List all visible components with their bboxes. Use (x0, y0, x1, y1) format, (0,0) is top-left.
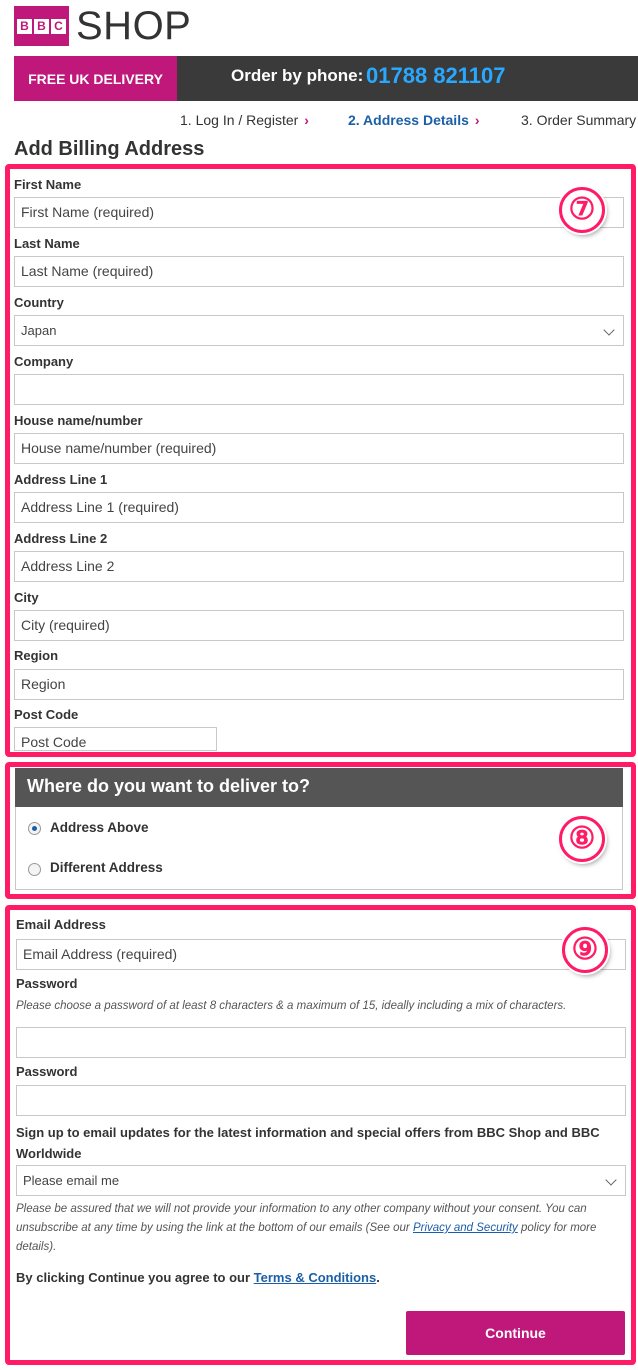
phone-number: 01788 821107 (366, 63, 506, 88)
logo-letter: B (34, 19, 49, 34)
privacy-text: policy for more (517, 1222, 597, 1234)
password-confirm-input[interactable] (16, 1085, 626, 1116)
email-preference-select[interactable] (16, 1165, 626, 1196)
email-label: Email Address (16, 917, 106, 932)
post-code-label: Post Code (14, 707, 79, 722)
privacy-text: unsubscribe at any time by using the link at the bottom of our emails (See our (16, 1222, 413, 1234)
step-address-label: 2. Address Details (348, 112, 469, 128)
privacy-notice (16, 1200, 596, 1257)
privacy-line: Please be assured that we will not provide your information to any other company without your consent. You can (16, 1203, 587, 1215)
privacy-line: details). (16, 1241, 57, 1253)
terms-link[interactable]: Terms & Conditions (253, 1270, 377, 1285)
password-confirm-label: Password (16, 1064, 78, 1079)
terms-agreement (16, 1270, 380, 1285)
first-name-label: First Name (14, 177, 82, 192)
last-name-label: Last Name (14, 236, 80, 251)
free-delivery-badge: FREE UK DELIVERY (14, 56, 177, 101)
step-summary-label: 3. Order Summary (521, 112, 637, 128)
delivery-heading: Where do you want to deliver to? (15, 768, 623, 807)
chevron-right-icon: › (474, 112, 480, 128)
step-summary (521, 112, 636, 128)
email-signup-text (16, 1122, 600, 1164)
address-above-label[interactable]: Address Above (50, 820, 149, 835)
region-label: Region (14, 648, 59, 663)
city-label: City (14, 590, 39, 605)
shop-wordmark: SHOP (76, 4, 192, 48)
house-input[interactable]: House name/number (required) (14, 433, 624, 464)
password-input[interactable] (16, 1027, 626, 1058)
address-line-2-label: Address Line 2 (14, 531, 108, 546)
address-line-1-input[interactable]: Address Line 1 (required) (14, 492, 624, 523)
bbc-logo[interactable] (14, 6, 69, 46)
password-label: Password (16, 976, 78, 991)
email-signup-line: Worldwide (16, 1146, 82, 1161)
different-address-radio[interactable] (28, 863, 41, 876)
address-line-2-input[interactable]: Address Line 2 (14, 551, 624, 582)
step-address (348, 112, 480, 128)
logo-letter: C (51, 19, 66, 34)
first-name-input[interactable]: First Name (required) (14, 197, 624, 228)
email-input[interactable]: Email Address (required) (16, 939, 626, 970)
agree-text: By clicking Continue you agree to our (16, 1270, 254, 1285)
privacy-line (16, 1219, 596, 1238)
email-preference-value: Please email me (23, 1173, 120, 1188)
country-select[interactable] (14, 315, 624, 346)
city-input[interactable]: City (required) (14, 610, 624, 641)
privacy-security-link[interactable]: Privacy and Security (412, 1222, 518, 1234)
email-signup-line: Sign up to email updates for the latest information and special offers from BBC Shop and BBC (16, 1125, 600, 1140)
last-name-input[interactable]: Last Name (required) (14, 256, 624, 287)
different-address-label[interactable]: Different Address (50, 860, 163, 875)
step-badge-9: ⑨ (562, 927, 608, 973)
region-input[interactable]: Region (14, 669, 624, 700)
step-badge-8: ⑧ (559, 816, 605, 862)
chevron-down-icon (605, 1174, 616, 1185)
logo-letter: B (17, 19, 32, 34)
company-label: Company (14, 354, 74, 369)
agree-text: . (376, 1270, 380, 1285)
step-badge-7: ⑦ (559, 187, 605, 233)
chevron-right-icon: › (304, 112, 309, 128)
chevron-down-icon (603, 324, 614, 335)
password-hint: Please choose a password of at least 8 characters & a maximum of 15, ideally including a mix of characters. (16, 1000, 567, 1012)
country-label: Country (14, 295, 64, 310)
page-title: Add Billing Address (14, 138, 205, 160)
order-by-phone-label: Order by phone: (231, 66, 364, 85)
address-above-radio[interactable] (28, 822, 41, 835)
step-login-label: 1. Log In / Register (180, 112, 299, 128)
country-value: Japan (21, 323, 57, 338)
company-input[interactable] (14, 374, 624, 405)
post-code-input[interactable]: Post Code (14, 727, 217, 751)
continue-button[interactable]: Continue (406, 1311, 625, 1355)
step-login[interactable] (180, 112, 309, 128)
address-line-1-label: Address Line 1 (14, 472, 108, 487)
house-label: House name/number (14, 413, 143, 428)
